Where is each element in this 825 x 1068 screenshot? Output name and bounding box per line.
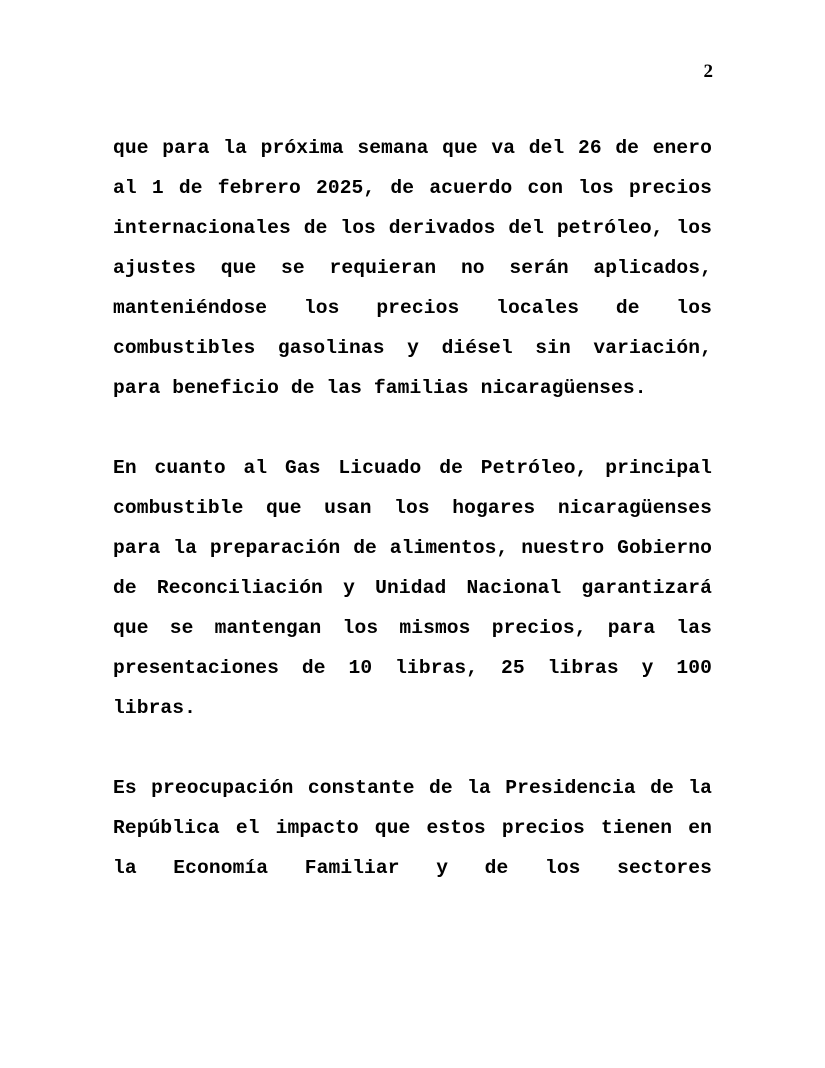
paragraph-1: que para la próxima semana que va del 26 de enero al 1 de febrero 2025, de acuerdo con los precios internacionales de los derivados del petróleo, los ajustes que se requieran no serán aplicados, manteniéndose los precios locales de los combustibles gasolinas y diésel sin variación, para beneficio de las familias nicaragüenses. bbox=[113, 137, 712, 399]
page-number: 2 bbox=[703, 61, 713, 82]
paragraph-2: En cuanto al Gas Licuado de Petróleo, principal combustible que usan los hogares nicaragüenses para la preparación de alimentos, nuestro Gobierno de Reconciliación y Unidad Nacional garantizará que se mantengan los mismos precios, para las presentaciones de 10 libras, 25 libras y 100 libras. bbox=[113, 457, 712, 719]
paragraph-3: Es preocupación constante de la Presidencia de la República el impacto que estos precios tienen en la Economía Familiar y de los sectores bbox=[113, 777, 712, 879]
document-body bbox=[113, 128, 712, 888]
